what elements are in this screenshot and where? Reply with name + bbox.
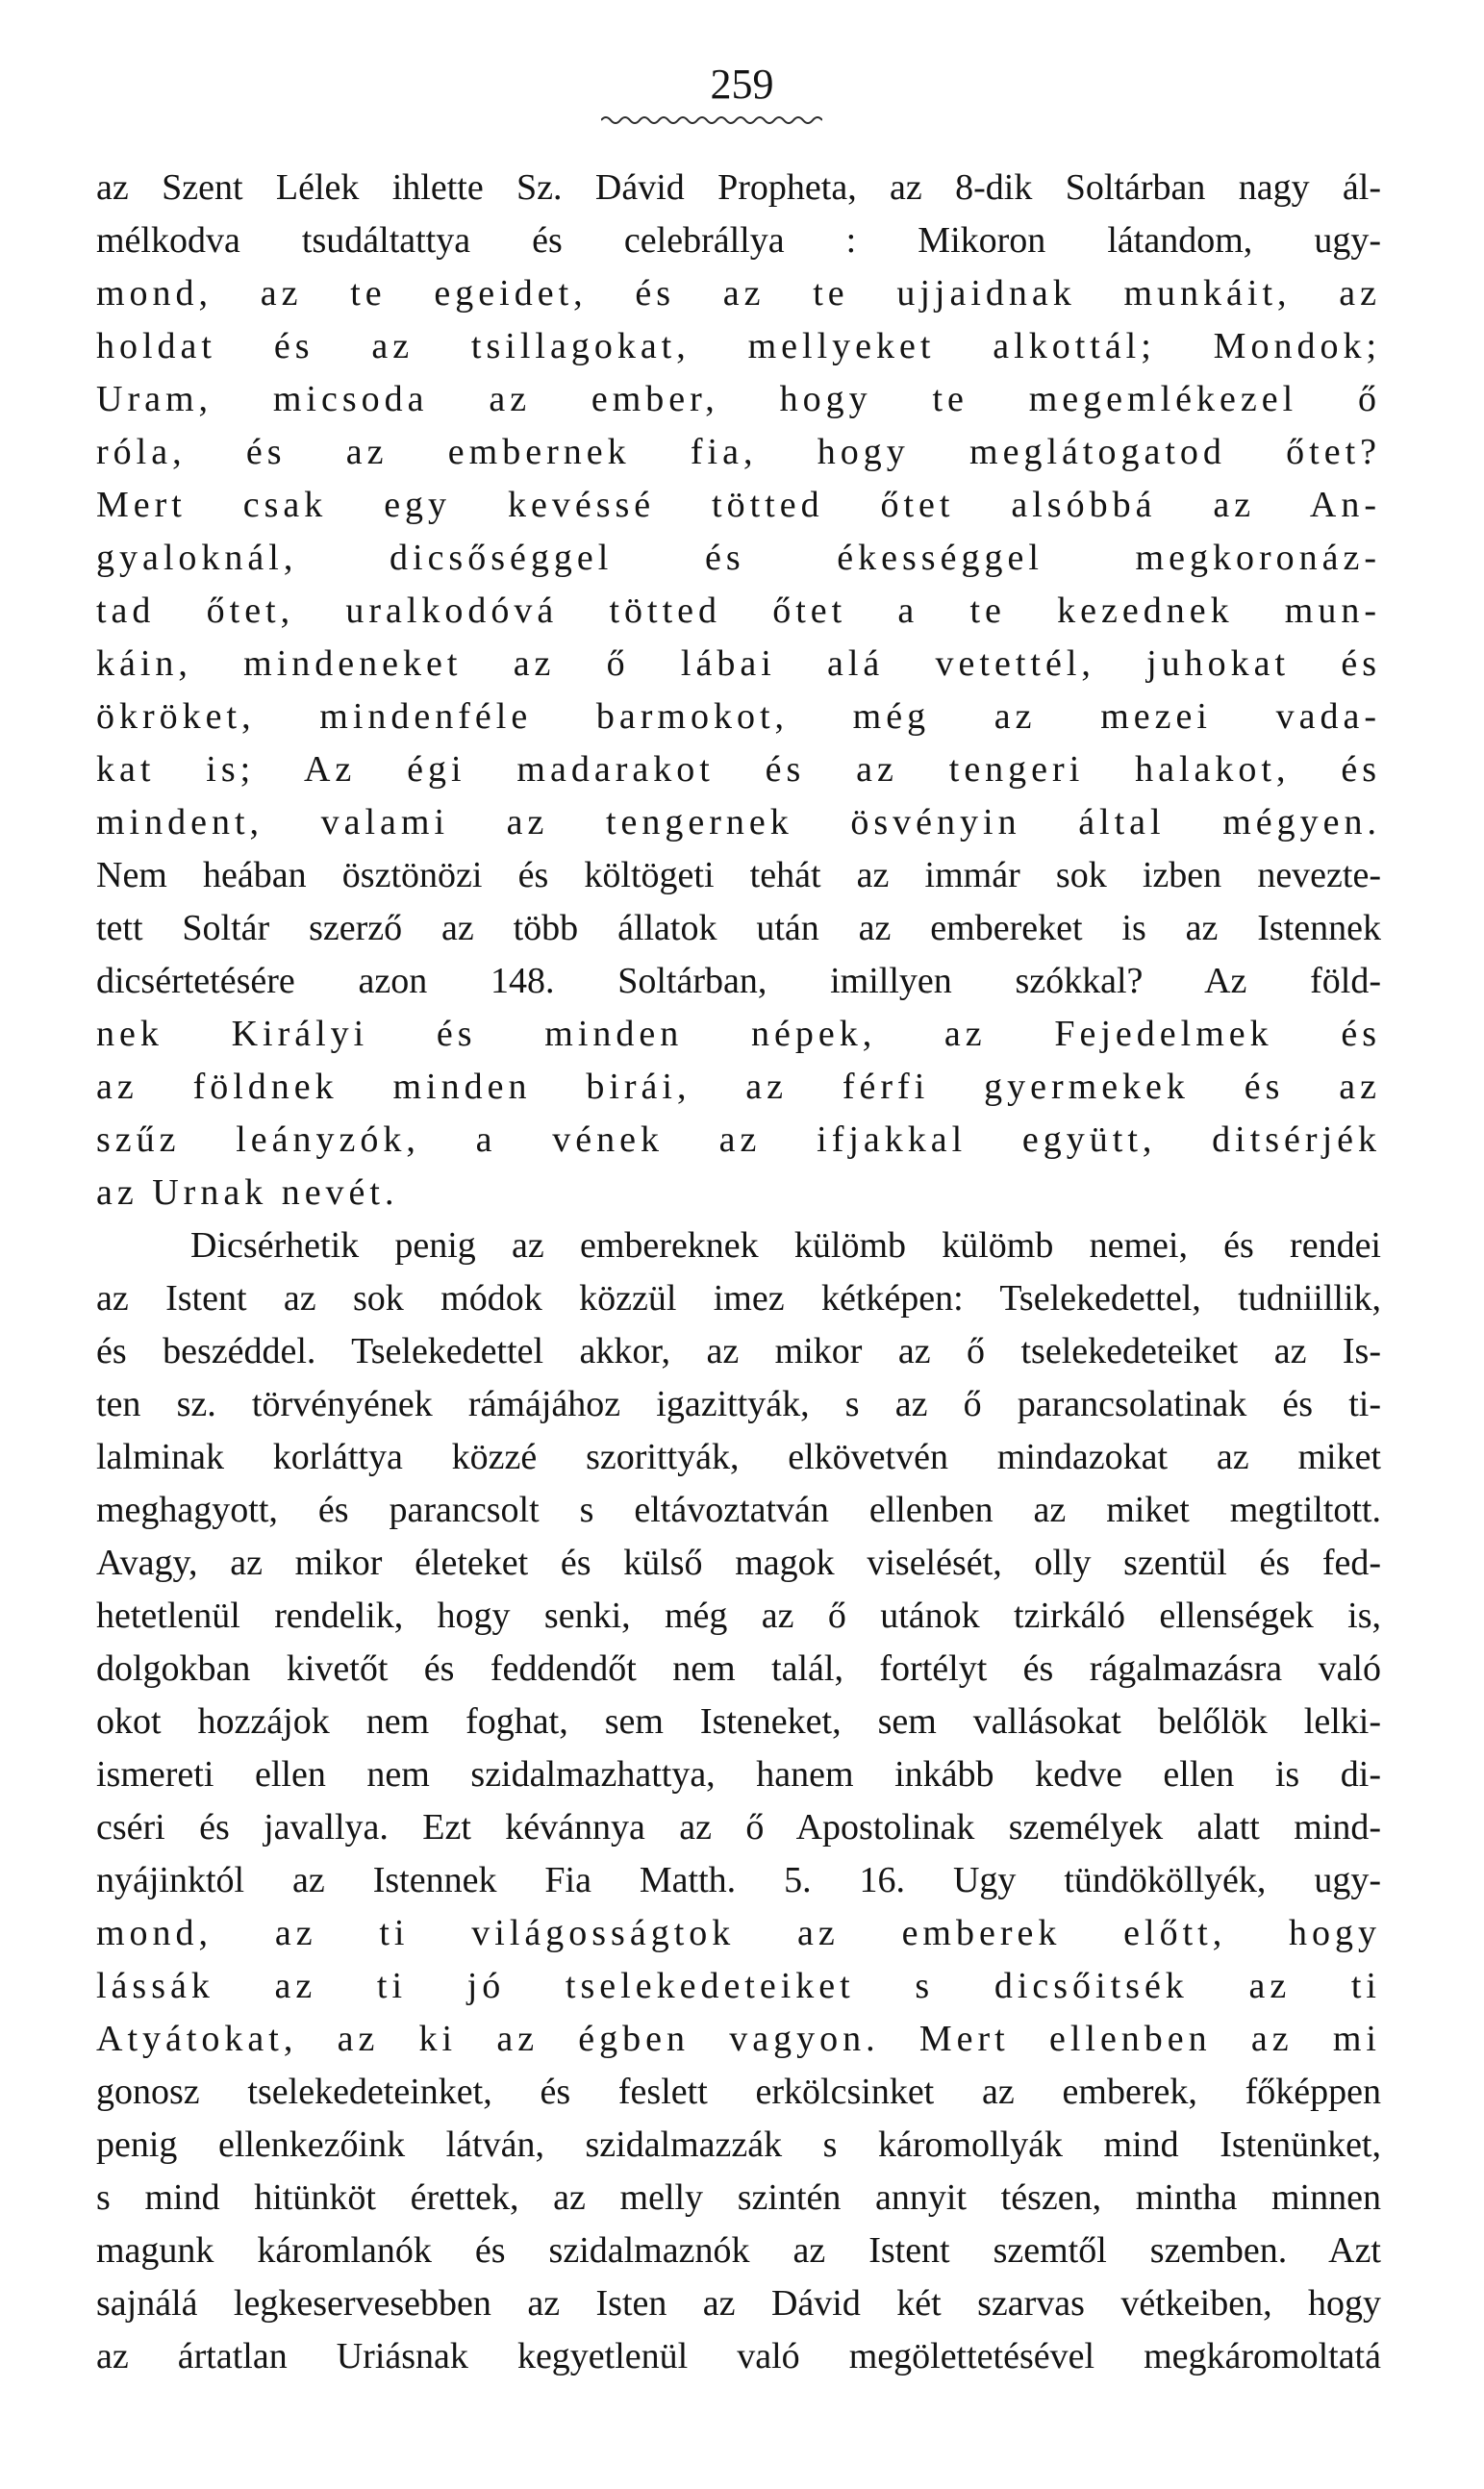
text-line: Nem heában ösztönözi és költögeti tehát az immár sok izben neveztе- — [96, 855, 1381, 895]
text-line: és beszéddel. Tselekedettel akkor, az mikor az ő tselekedeteiket az Is- — [96, 1331, 1381, 1371]
text-line: ismereti ellen nem szidalmazhattya, hanem inkább kedve ellen is di- — [96, 1754, 1381, 1795]
text-line: s mind hitünköt érettek, az melly szintén annyit tészen, mintha minnen — [96, 2177, 1381, 2218]
text-line: Dicsérhetik penig az embereknek külömb külömb nemei, és rendei — [190, 1225, 1381, 1266]
text-line: káin, mindeneket az ő lábai alá vetettél, juhokat és — [96, 643, 1381, 684]
wavy-ornament-icon — [601, 113, 822, 127]
text-line: róla, és az embernek fia, hogy meglátogatod őtet? — [96, 432, 1381, 472]
text-line: Mert csak egy kevéssé tötted őtet alsóbbá az An- — [96, 485, 1381, 525]
text-line: mélkodva tsudáltattya és celebrállya : Mikoron látandom, ugy- — [96, 220, 1381, 261]
text-line: Avagy, az mikor életeket és külső magok viselését, olly szentül és fed- — [96, 1543, 1381, 1583]
text-line: az Urnak nevét. — [96, 1172, 399, 1213]
text-line: Uram, micsoda az ember, hogy te megemlékezel ő — [96, 379, 1381, 419]
text-line: az ártatlan Uriásnak kegyetlenül való megölettetésével megkáromoltatá — [96, 2336, 1381, 2376]
text-line: mindent, valami az tengernek ösvényin által mégyen. — [96, 802, 1381, 842]
text-line: lássák az ti jó tselekedeteiket s dicsőitsék az ti — [96, 1966, 1381, 2006]
text-line: dicsértetésére azon 148. Soltárban, imillyen szókkal? Az föld- — [96, 961, 1381, 1001]
text-line: cséri és javallya. Ezt kévánnya az ő Apostolinak személyek alatt mind- — [96, 1807, 1381, 1848]
text-line: az Istent az sok módok közzül imez kétképen: Tselekedettel, tudniillik, — [96, 1278, 1381, 1319]
text-line: mond, az ti világosságtok az emberek előtt, hogy — [96, 1913, 1381, 1953]
body-text — [96, 162, 1381, 2383]
text-line: okot hozzájok nem foghat, sem Isteneket, sem vallásokat belőlök lelki- — [96, 1701, 1381, 1742]
text-line: lalminak korláttya közzé szorittyák, elkövetvén mindazokat az miket — [96, 1437, 1381, 1477]
page-number: 259 — [710, 61, 774, 108]
text-line: mond, az te egeidet, és az te ujjaidnak munkáit, az — [96, 273, 1381, 314]
text-line: az földnek minden birái, az férfi gyermekek és az — [96, 1067, 1381, 1107]
text-line: meghagyott, és parancsolt s eltávoztatván ellenben az miket megtiltott. — [96, 1490, 1381, 1530]
text-line: kat is; Az égi madarakot és az tengeri halakot, és — [96, 749, 1381, 790]
text-line: ten sz. törvényének rámájához igazittyák, s az ő parancsolatinak és ti- — [96, 1384, 1381, 1424]
text-line: hetetlenül rendelik, hogy senki, még az ő utánok tzirkáló ellenségek is, — [96, 1596, 1381, 1636]
text-line: nyájinktól az Istennek Fia Matth. 5. 16. Ugy tündököllyék, ugy- — [96, 1860, 1381, 1900]
text-line: Atyátokat, az ki az égben vagyon. Mert ellenben az mi — [96, 2019, 1381, 2059]
text-line: nek Királyi és minden népek, az Fejedelmek és — [96, 1014, 1381, 1054]
text-line: sajnálá legkeservesebben az Isten az Dávid két szarvas vétkeiben, hogy — [96, 2283, 1381, 2324]
text-line: penig ellenkezőink látván, szidalmazzák s káromollyák mind Istenünket, — [96, 2124, 1381, 2165]
text-line: tett Soltár szerző az több állatok után az embereket is az Istennek — [96, 908, 1381, 948]
text-line: az Szent Lélek ihlette Sz. Dávid Propheta, az 8-dik Soltárban nagy ál- — [96, 167, 1381, 208]
text-line: ökröket, mindenféle barmokot, még az mezei vada- — [96, 696, 1381, 737]
text-line: magunk káromlanók és szidalmaznók az Istent szemtől szemben. Azt — [96, 2230, 1381, 2271]
text-line: holdat és az tsillagokat, mellyeket alkottál; Mondok; — [96, 326, 1381, 366]
text-line: gonosz tselekedeteinket, és feslett erkölcsinket az emberek, főképpen — [96, 2072, 1381, 2112]
text-line: gyaloknál, dicsőséggel és ékességgel megkoronáz- — [96, 538, 1381, 578]
text-line: tad őtet, uralkodóvá tötted őtet a te kezednek mun- — [96, 591, 1381, 631]
text-line: szűz leányzók, a vének az ifjakkal együtt, ditsérjék — [96, 1119, 1381, 1160]
text-line: dolgokban kivetőt és feddendőt nem talál, fortélyt és rágalmazásra való — [96, 1648, 1381, 1689]
